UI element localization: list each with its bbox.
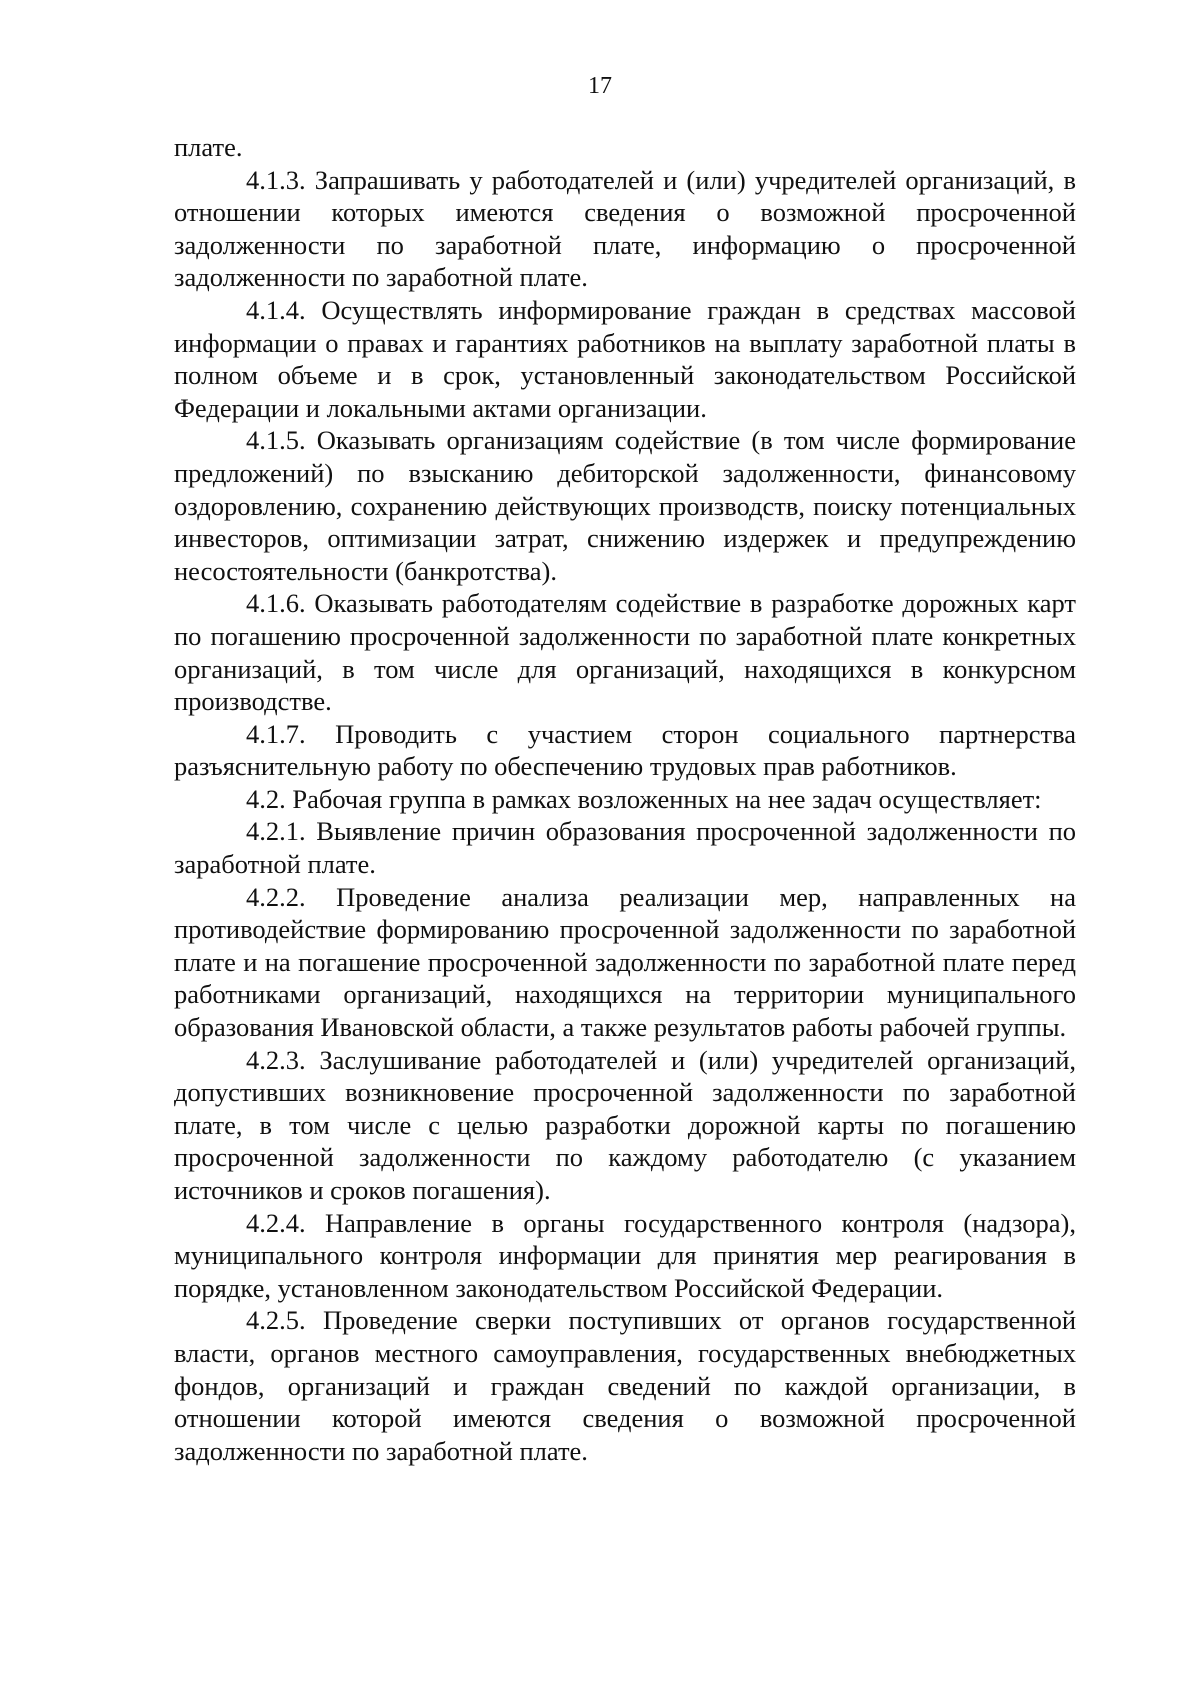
paragraph-4-1-3: 4.1.3. Запрашивать у работодателей и (или) учредителей организаций, в отношении которых имеются сведения о возможной просроченной задолженности по заработной плате, информацию о просроченной задолженности по заработной плате. xyxy=(174,164,1076,293)
paragraph-4-2: 4.2. Рабочая группа в рамках возложенных на нее задач осуществляет: xyxy=(246,783,1042,814)
document-body xyxy=(174,131,1076,1467)
paragraph-4-1-4: 4.1.4. Осуществлять информирование граждан в средствах массовой информации о правах и гарантиях работников на выплату заработной платы в полном объеме и в срок, установленный законодательством Российской Федерации и локальными актами организации. xyxy=(174,294,1076,423)
paragraph-4-1-7: 4.1.7. Проводить с участием сторон социального партнерства разъяснительную работу по обеспечению трудовых прав работников. xyxy=(174,718,1076,782)
page-number: 17 xyxy=(588,73,612,99)
paragraph-4-2-3: 4.2.3. Заслушивание работодателей и (или) учредителей организаций, допустивших возникновение просроченной задолженности по заработной плате, в том числе с целью разработки дорожной карты по погашению просроченной задолженности по каждому работодателю (с указанием источников и сроков погашения). xyxy=(174,1044,1076,1205)
paragraph-4-2-1: 4.2.1. Выявление причин образования просроченной задолженности по заработной плате. xyxy=(174,816,1076,880)
paragraph-4-2-5: 4.2.5. Проведение сверки поступивших от органов государственной власти, органов местного самоуправления, государственных внебюджетных фондов, организаций и граждан сведений по каждой организации, в отношении которой имеются сведения о возможной просроченной задолженности по заработной плате. xyxy=(174,1305,1076,1466)
paragraph-continuation: плате. xyxy=(174,132,243,162)
paragraph-4-1-5: 4.1.5. Оказывать организациям содействие (в том числе формирование предложений) по взысканию дебиторской задолженности, финансовому оздоровлению, сохранению действующих производств, поиску потенциальных инвесторов, оптимизации затрат, снижению издержек и предупреждению несостоятельности (банкротства). xyxy=(174,425,1076,586)
paragraph-4-2-4: 4.2.4. Направление в органы государственного контроля (надзора), муниципального контроля информации для принятия мер реагирования в порядке, установленном законодательством Российской Федерации. xyxy=(174,1207,1076,1303)
paragraph-4-2-2: 4.2.2. Проведение анализа реализации мер, направленных на противодействие формированию просроченной задолженности по заработной плате и на погашение просроченной задолженности по заработной плате перед работниками организаций, находящихся на территории муниципального образования Ивановской области, а также результатов работы рабочей группы. xyxy=(174,881,1076,1043)
paragraph-4-1-6: 4.1.6. Оказывать работодателям содействие в разработке дорожных карт по погашению просроченной задолженности по заработной плате конкретных организаций, в том числе для организаций, находящихся в конкурсном производстве. xyxy=(174,588,1076,717)
